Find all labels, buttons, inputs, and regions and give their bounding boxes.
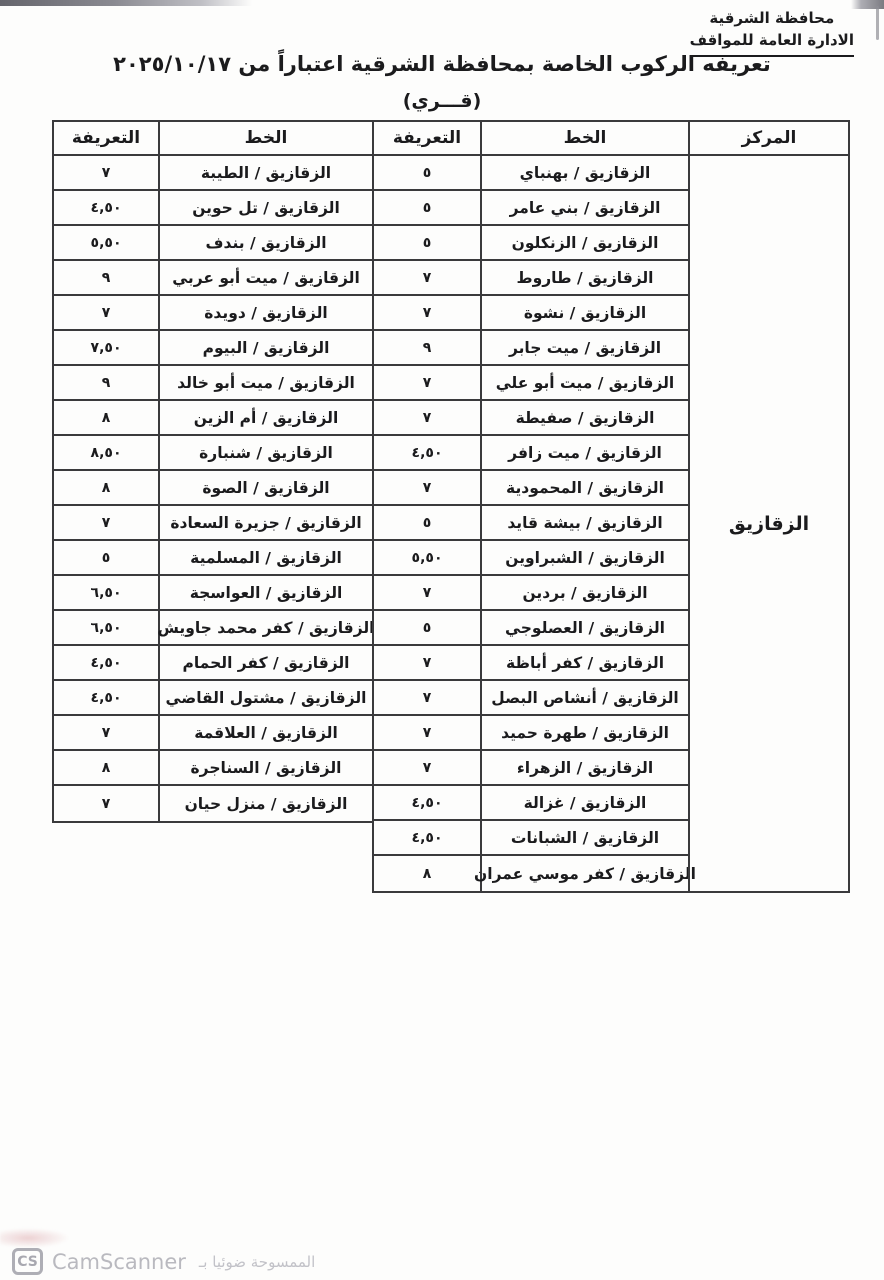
line-cell: الزقازيق / دويدة [160, 296, 372, 331]
line-column-left [158, 120, 374, 823]
scan-artifact-top-edge [0, 0, 252, 6]
tariff-cell: ٤,٥٠ [374, 786, 480, 821]
line-cell: الزقازيق / بني عامر [482, 191, 688, 226]
tariff-cell: ٥ [374, 191, 480, 226]
line-cell: الزقازيق / الزنكلون [482, 226, 688, 261]
line-cell: الزقازيق / الشبانات [482, 821, 688, 856]
tariff-cell: ٩ [54, 366, 158, 401]
tariff-column-left [52, 120, 160, 823]
tariff-cell: ٧ [374, 366, 480, 401]
line-cell: الزقازيق / كفر موسي عمران [474, 864, 696, 883]
tariff-cell: ٧ [54, 506, 158, 541]
line-cell: الزقازيق / السناجرة [160, 751, 372, 786]
line-cell: الزقازيق / الزهراء [482, 751, 688, 786]
tariff-cells-left [54, 156, 158, 821]
line-cell: الزقازيق / العواسجة [160, 576, 372, 611]
tariff-cell: ٥,٥٠ [374, 541, 480, 576]
tariff-cell: ٧ [374, 751, 480, 786]
column-header-tariff: التعريفة [374, 122, 480, 156]
column-header-line: الخط [160, 122, 372, 156]
column-header-line: الخط [482, 122, 688, 156]
line-cell: الزقازيق / العصلوجي [482, 611, 688, 646]
governorate-name: محافظة الشرقية [709, 9, 835, 27]
line-cell: الزقازيق / جزيرة السعادة [160, 506, 372, 541]
line-cell: الزقازيق / الصوة [160, 471, 372, 506]
line-cell: الزقازيق / المحمودية [482, 471, 688, 506]
line-cell: الزقازيق / البيوم [160, 331, 372, 366]
line-cell: الزقازيق / أنشاص البصل [482, 681, 688, 716]
tariff-cell: ٧ [101, 795, 111, 812]
line-cell: الزقازيق / أم الزين [160, 401, 372, 436]
camscanner-watermark [12, 1248, 315, 1275]
tariff-cell: ٩ [374, 331, 480, 366]
line-cell: الزقازيق / بيشة قايد [482, 506, 688, 541]
line-cell: الزقازيق / الطيبة [160, 156, 372, 191]
tariff-cell: ٥ [54, 541, 158, 576]
scan-smudge-footer [0, 1228, 70, 1248]
tariff-cell: ٤,٥٠ [54, 191, 158, 226]
tariff-cell: ٧ [374, 471, 480, 506]
scan-artifact-top-right [851, 0, 884, 9]
line-cell: الزقازيق / نشوة [482, 296, 688, 331]
tariff-cell: ٥ [374, 506, 480, 541]
tariff-cell: ٤,٥٠ [54, 681, 158, 716]
camscanner-logo-icon: CS [12, 1248, 43, 1275]
tariff-cell: ٥ [374, 156, 480, 191]
document-title: تعريفه الركوب الخاصة بمحافظة الشرقية اعتباراً من ٢٠٢٥/١٠/١٧ [113, 52, 771, 76]
scanned-with-text: الممسوحة ضوئيا بـ [198, 1252, 316, 1271]
tariff-cell: ٨ [54, 751, 158, 786]
tariff-cell: ٧ [54, 156, 158, 191]
line-cell: الزقازيق / طهرة حميد [482, 716, 688, 751]
tariff-cell: ٧ [374, 646, 480, 681]
line-cell: الزقازيق / مشتول القاضي [160, 681, 372, 716]
line-column-right [474, 120, 696, 893]
line-cell: الزقازيق / كفر الحمام [160, 646, 372, 681]
scan-artifact-right-edge [876, 6, 879, 40]
tariff-cell: ٦,٥٠ [54, 611, 158, 646]
line-cell: الزقازيق / صفيطة [482, 401, 688, 436]
line-cell: الزقازيق / المسلمية [160, 541, 372, 576]
line-cell: الزقازيق / ميت أبو عربي [160, 261, 372, 296]
tariff-cell: ٧ [374, 576, 480, 611]
tariff-cell: ٧ [374, 681, 480, 716]
document-subtitle: (قـــري) [402, 90, 482, 112]
tariff-cell: ٤,٥٠ [54, 646, 158, 681]
tariff-cell: ٧ [374, 401, 480, 436]
tariff-cell: ٨ [422, 865, 432, 882]
letterhead [690, 8, 854, 57]
tariff-column-right [372, 120, 482, 893]
line-cell: الزقازيق / ميت جابر [482, 331, 688, 366]
tariff-cell: ٨,٥٠ [54, 436, 158, 471]
line-cell: الزقازيق / طاروط [482, 261, 688, 296]
tariff-cell: ٧ [374, 296, 480, 331]
department-name: الادارة العامة للمواقف [690, 30, 854, 57]
line-cell: الزقازيق / غزالة [482, 786, 688, 821]
tariff-cell: ٥ [374, 226, 480, 261]
line-cell: الزقازيق / منزل حيان [184, 794, 348, 813]
tariff-cell: ٨ [54, 471, 158, 506]
tariff-cells-right [374, 156, 480, 891]
tariff-cell: ٧ [54, 296, 158, 331]
line-cell: الزقازيق / ميت أبو علي [482, 366, 688, 401]
line-cells-right [474, 156, 696, 891]
line-cell: الزقازيق / العلاقمة [160, 716, 372, 751]
line-cell: الزقازيق / تل حوين [160, 191, 372, 226]
line-cell: الزقازيق / كفر محمد جاويش [160, 611, 372, 646]
tariff-cell: ٦,٥٠ [54, 576, 158, 611]
line-cell: الزقازيق / الشبراوين [482, 541, 688, 576]
tariff-cell: ٥ [374, 611, 480, 646]
line-cell: الزقازيق / بردين [482, 576, 688, 611]
line-cells-left [157, 156, 375, 821]
center-name-cell: الزقازيق [728, 512, 810, 535]
line-cell: الزقازيق / بهنباي [482, 156, 688, 191]
column-header-center: المركز [690, 122, 848, 156]
tariff-cell: ٧ [374, 716, 480, 751]
column-header-tariff: التعريفة [54, 122, 158, 156]
tariff-cell: ٧ [54, 716, 158, 751]
line-cell: الزقازيق / شنبارة [160, 436, 372, 471]
camscanner-brand-text: CamScanner [52, 1249, 186, 1274]
line-cell: الزقازيق / كفر أباظة [482, 646, 688, 681]
tariff-cell: ٥,٥٠ [54, 226, 158, 261]
tariff-cell: ٧ [374, 261, 480, 296]
tariff-cell: ٤,٥٠ [374, 821, 480, 856]
center-column [688, 120, 850, 893]
tariff-cell: ٤,٥٠ [374, 436, 480, 471]
line-cell: الزقازيق / ميت أبو خالد [160, 366, 372, 401]
tariff-cell: ٨ [54, 401, 158, 436]
tariff-cell: ٧,٥٠ [54, 331, 158, 366]
line-cell: الزقازيق / بندف [160, 226, 372, 261]
line-cell: الزقازيق / ميت زافر [482, 436, 688, 471]
tariff-cell: ٩ [54, 261, 158, 296]
